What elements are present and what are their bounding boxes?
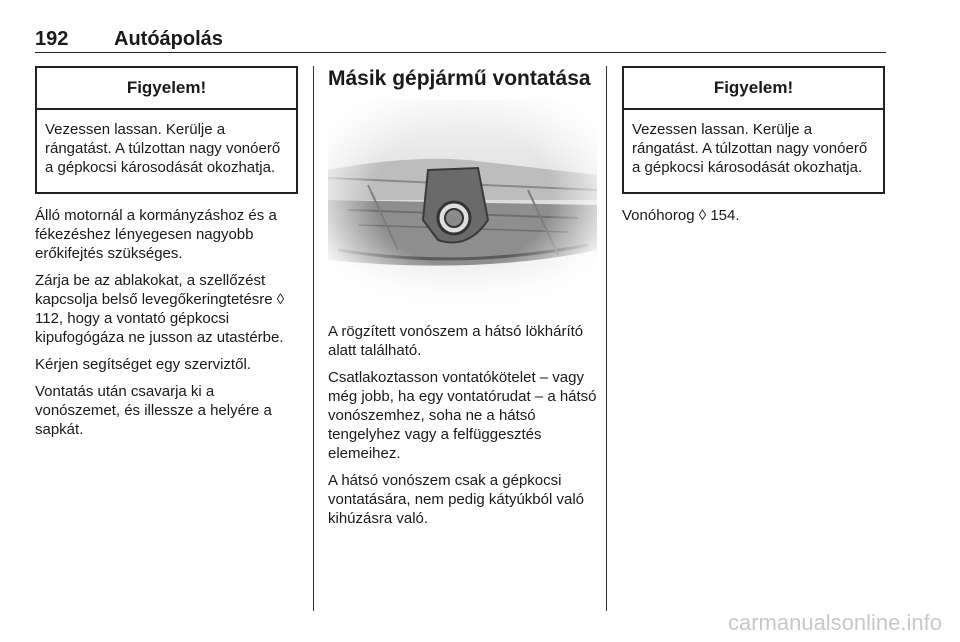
paragraph: Álló motornál a kormányzáshoz és a fékezéshez lényegesen nagyobb erőkifejtés szükséges. bbox=[35, 207, 277, 262]
column-divider-1 bbox=[313, 66, 314, 611]
warning-box bbox=[622, 66, 885, 194]
warning-box bbox=[35, 66, 298, 194]
section-heading: Másik gépjármű vontatása bbox=[328, 67, 591, 90]
middle-column bbox=[328, 66, 598, 536]
page-header bbox=[35, 26, 886, 53]
section-title: Autóápolás bbox=[114, 28, 223, 50]
right-column bbox=[622, 66, 885, 233]
paragraph: Zárja be az ablakokat, a szellőzést kapcsolja belső levegőkeringtetésre ◊ 112, hogy a vontató gépkocsi kipufogógáza ne jusson az utastérbe. bbox=[35, 272, 285, 346]
cross-reference: Vonóhorog ◊ 154. bbox=[622, 207, 740, 224]
left-column bbox=[35, 66, 298, 447]
column-divider-2 bbox=[606, 66, 607, 611]
paragraph: A rögzített vonószem a hátsó lökhárító alatt található. bbox=[328, 323, 584, 359]
paragraph: A hátsó vonószem csak a gépkocsi vontatására, nem pedig kátyúkból való kihúzásra való. bbox=[328, 472, 584, 527]
paragraph: Vontatás után csavarja ki a vonószemet, és illessze a helyére a sapkát. bbox=[35, 383, 272, 438]
watermark: carmanualsonline.info bbox=[727, 610, 942, 635]
paragraph: Kérjen segítséget egy szerviztől. bbox=[35, 356, 251, 373]
warning-title: Figyelem! bbox=[624, 68, 883, 110]
warning-title: Figyelem! bbox=[37, 68, 296, 110]
towing-eye-illustration bbox=[328, 100, 597, 312]
warning-text: Vezessen lassan. Kerülje a rángatást. A túlzottan nagy vonóerő a gépkocsi károsodását okozhatja. bbox=[45, 121, 281, 176]
warning-text: Vezessen lassan. Kerülje a rángatást. A túlzottan nagy vonóerő a gépkocsi károsodását okozhatja. bbox=[632, 121, 868, 176]
page-number: 192 bbox=[35, 28, 69, 50]
paragraph: Csatlakoztasson vontatókötelet – vagy még jobb, ha egy vontatórudat – a hátsó vonószemhez, soha ne a hátsó tengelyhez vagy a felfüggesztés elemeihez. bbox=[328, 369, 597, 462]
